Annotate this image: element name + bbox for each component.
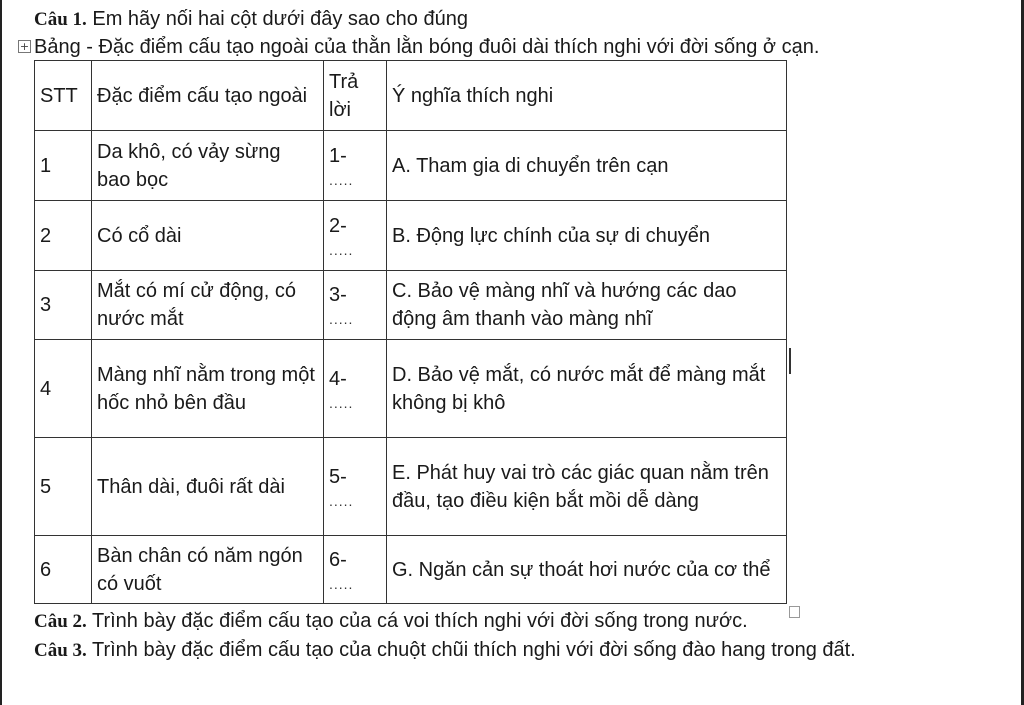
table-resize-handle[interactable] bbox=[789, 606, 800, 618]
row-feature: Thân dài, đuôi rất dài bbox=[92, 438, 324, 536]
row-stt: 5 bbox=[35, 438, 92, 536]
row-answer-cell[interactable] bbox=[324, 340, 387, 438]
table-row bbox=[35, 340, 787, 438]
table-row bbox=[35, 438, 787, 536]
question-1-text: Em hãy nối hai cột dưới đây sao cho đúng bbox=[86, 8, 468, 30]
row-answer: 4- bbox=[329, 367, 347, 390]
header-answer: Trả lời bbox=[324, 61, 387, 131]
row-stt: 6 bbox=[35, 536, 92, 604]
answer-blank: ..... bbox=[329, 492, 354, 509]
question-2-text: Trình bày đặc điểm cấu tạo của cá voi thích nghi với đời sống trong nước. bbox=[86, 610, 748, 632]
answer-blank: ..... bbox=[329, 394, 354, 411]
row-meaning: C. Bảo vệ màng nhĩ và hướng các dao động âm thanh vào màng nhĩ bbox=[387, 271, 787, 340]
text-cursor bbox=[789, 348, 791, 374]
row-stt: 4 bbox=[35, 340, 92, 438]
row-feature: Có cổ dài bbox=[92, 201, 324, 271]
question-3-text: Trình bày đặc điểm cấu tạo của chuột chũi thích nghi với đời sống đào hang trong đất. bbox=[86, 639, 856, 661]
page-left-border bbox=[0, 0, 2, 705]
header-feature: Đặc điểm cấu tạo ngoài bbox=[92, 61, 324, 131]
question-3-label: Câu 3. bbox=[34, 640, 87, 661]
table-caption: Bảng - Đặc điểm cấu tạo ngoài của thằn lằn bóng đuôi dài thích nghi với đời sống ở cạn. bbox=[34, 36, 820, 58]
row-feature: Bàn chân có năm ngón có vuốt bbox=[92, 536, 324, 604]
row-answer-cell[interactable] bbox=[324, 536, 387, 604]
answer-blank: ..... bbox=[329, 575, 354, 592]
question-3 bbox=[34, 636, 994, 665]
row-answer: 1- bbox=[329, 144, 347, 167]
row-feature: Da khô, có vảy sừng bao bọc bbox=[92, 131, 324, 201]
row-feature: Mắt có mí cử động, có nước mắt bbox=[92, 271, 324, 340]
question-2-label: Câu 2. bbox=[34, 611, 87, 632]
row-answer: 5- bbox=[329, 465, 347, 488]
row-meaning: E. Phát huy vai trò các giác quan nằm trên đầu, tạo điều kiện bắt mồi dễ dàng bbox=[387, 438, 787, 536]
row-meaning: D. Bảo vệ mắt, có nước mắt để màng mắt không bị khô bbox=[387, 340, 787, 438]
row-answer-cell[interactable] bbox=[324, 438, 387, 536]
table-header-row bbox=[35, 61, 787, 131]
row-feature: Màng nhĩ nằm trong một hốc nhỏ bên đầu bbox=[92, 340, 324, 438]
row-meaning: G. Ngăn cản sự thoát hơi nước của cơ thể bbox=[387, 536, 787, 604]
table-row bbox=[35, 201, 787, 271]
row-stt: 2 bbox=[35, 201, 92, 271]
question-1-label: Câu 1. bbox=[34, 9, 87, 30]
question-1 bbox=[34, 6, 468, 33]
matching-table bbox=[34, 60, 787, 604]
header-meaning: Ý nghĩa thích nghi bbox=[387, 61, 787, 131]
answer-blank: ..... bbox=[329, 171, 354, 188]
row-answer-cell[interactable] bbox=[324, 131, 387, 201]
table-row bbox=[35, 536, 787, 604]
row-meaning: A. Tham gia di chuyển trên cạn bbox=[387, 131, 787, 201]
table-move-handle-icon[interactable]: + bbox=[19, 40, 30, 53]
row-answer: 6- bbox=[329, 548, 347, 571]
answer-blank: ..... bbox=[329, 241, 354, 258]
answer-blank: ..... bbox=[329, 311, 354, 327]
header-stt: STT bbox=[35, 61, 92, 131]
row-answer: 2- bbox=[329, 214, 347, 237]
row-meaning: B. Động lực chính của sự di chuyển bbox=[387, 201, 787, 271]
row-answer-cell[interactable] bbox=[324, 271, 387, 340]
row-answer: 3- bbox=[329, 284, 347, 306]
row-stt: 3 bbox=[35, 271, 92, 340]
row-answer-cell[interactable] bbox=[324, 201, 387, 271]
table-row bbox=[35, 271, 787, 340]
table-row bbox=[35, 131, 787, 201]
question-2 bbox=[34, 608, 748, 635]
row-stt: 1 bbox=[35, 131, 92, 201]
